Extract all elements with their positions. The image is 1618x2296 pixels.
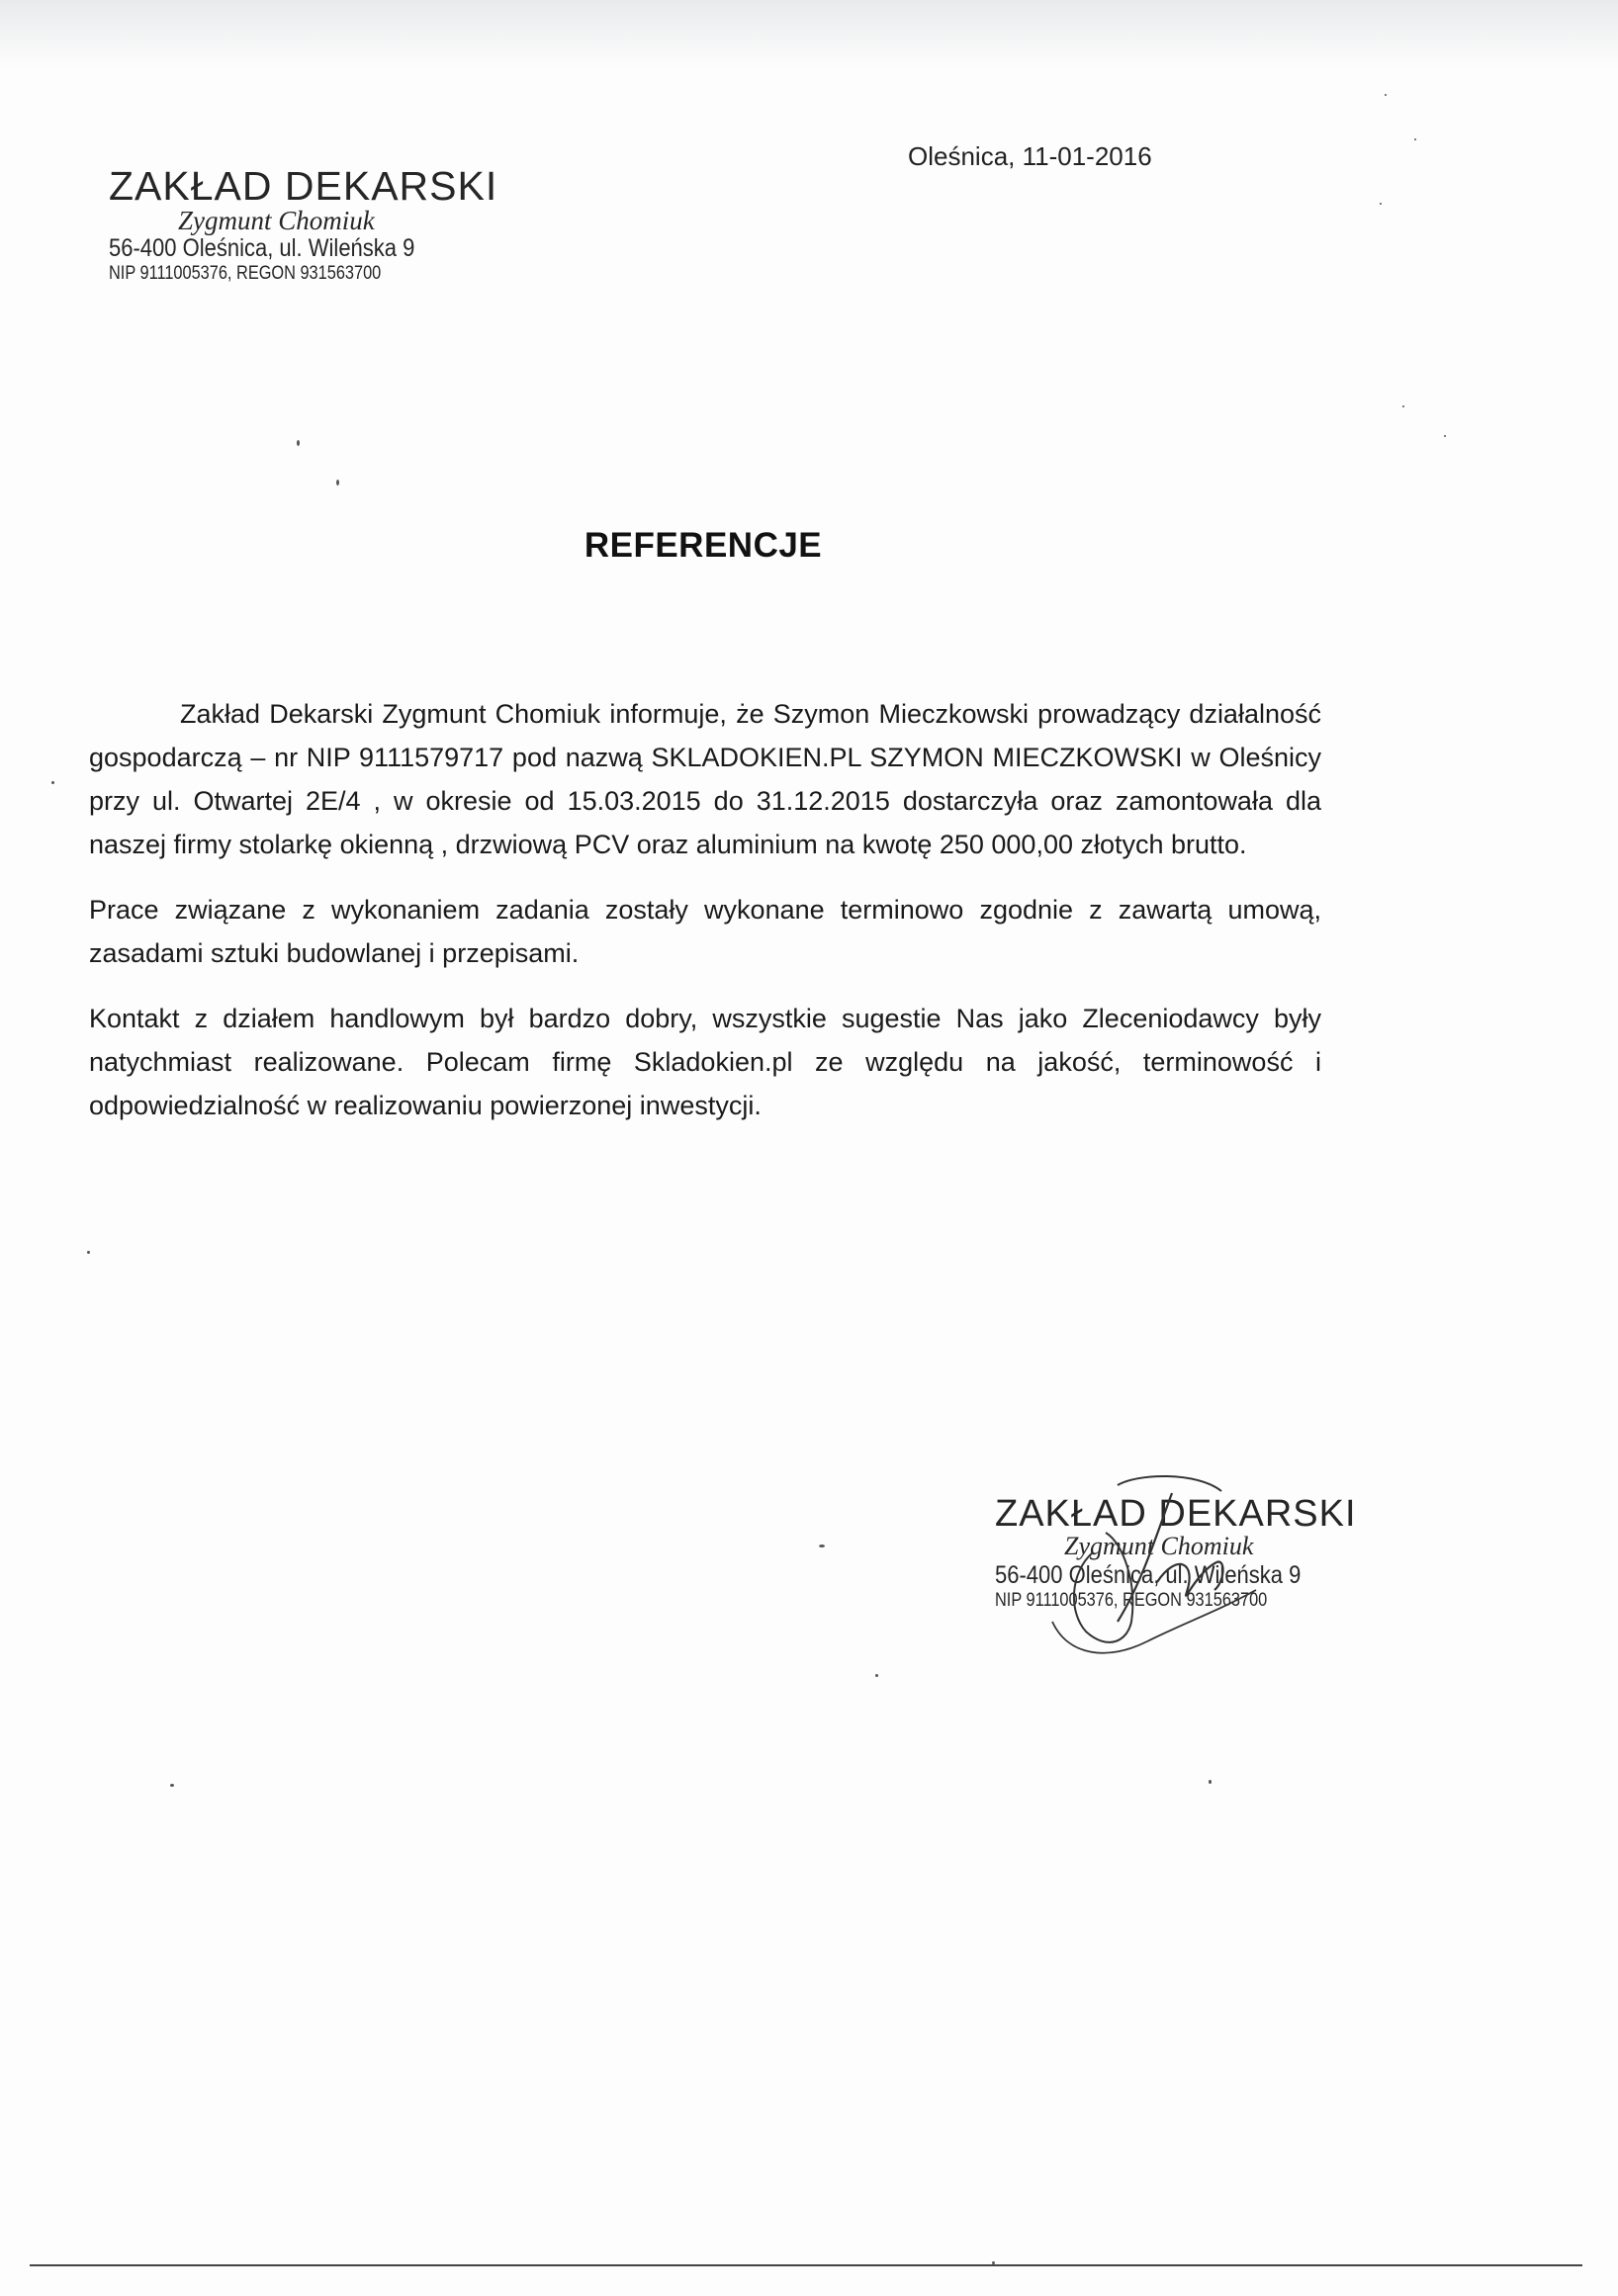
handwritten-signature	[1048, 1473, 1305, 1671]
scan-speck	[1209, 1780, 1212, 1784]
scan-speck	[1444, 435, 1446, 437]
body-paragraph: Prace związane z wykonaniem zadania zostały wykonane terminowo zgodnie z zawartą umową, zasadami sztuki budowlanej i przepisami.	[89, 895, 1321, 968]
bottom-rule	[30, 2264, 1582, 2266]
letterhead-address: 56-400 Oleśnica, ul. Wileńska 9	[109, 234, 415, 262]
letterhead-stamp	[109, 163, 497, 285]
scan-speck	[336, 480, 339, 486]
scan-speck	[1402, 405, 1404, 407]
scan-speck	[819, 1545, 825, 1547]
letterhead-owner: Zygmunt Chomiuk	[178, 206, 375, 235]
closing-owner: Zygmunt Chomiuk	[1064, 1532, 1254, 1560]
scan-speck	[51, 781, 54, 784]
letter-date: Oleśnica, 11-01-2016	[908, 141, 1152, 171]
letter-body	[89, 692, 1321, 1149]
scan-speck	[170, 1784, 174, 1787]
body-paragraph: Kontakt z działem handlowym był bardzo dobry, wszystkie sugestie Nas jako Zleceniodawcy były natychmiast realizowane. Polecam firmę Skladokien.pl ze względu na jakość, terminowość i odpowiedzialność w realizowaniu powierzonej inwestycji.	[89, 1004, 1321, 1120]
body-paragraph: Zakład Dekarski Zygmunt Chomiuk informuje, że Szymon Mieczkowski prowadzący działalność gospodarczą – nr NIP 9111579717 pod nazwą SKLADOKIEN.PL SZYMON MIECZKOWSKI w Oleśnicy przy ul. Otwartej 2E/4 , w okresie od 15.03.2015 do 31.12.2015 dostarczyła oraz zamontowała dla naszej firmy stolarkę okienną , drzwiową PCV oraz aluminium na kwotę 250 000,00 złotych brutto.	[89, 699, 1321, 859]
letterhead-company: ZAKŁAD DEKARSKI	[109, 163, 498, 209]
closing-company: ZAKŁAD DEKARSKI	[995, 1493, 1357, 1535]
scan-speck	[297, 440, 300, 446]
scan-speck	[875, 1674, 878, 1677]
scan-shadow	[0, 0, 1618, 69]
scan-speck	[1414, 138, 1416, 140]
scan-speck	[87, 1251, 90, 1254]
scan-speck	[1380, 203, 1382, 205]
closing-address: 56-400 Oleśnica, ul. Wileńska 9	[995, 1561, 1302, 1589]
document-title: REFERENCJE	[584, 526, 823, 565]
scan-speck	[1385, 94, 1387, 96]
letterhead-ids: NIP 9111005376, REGON 931563700	[109, 263, 382, 284]
closing-ids: NIP 9111005376, REGON 931563700	[995, 1590, 1268, 1611]
